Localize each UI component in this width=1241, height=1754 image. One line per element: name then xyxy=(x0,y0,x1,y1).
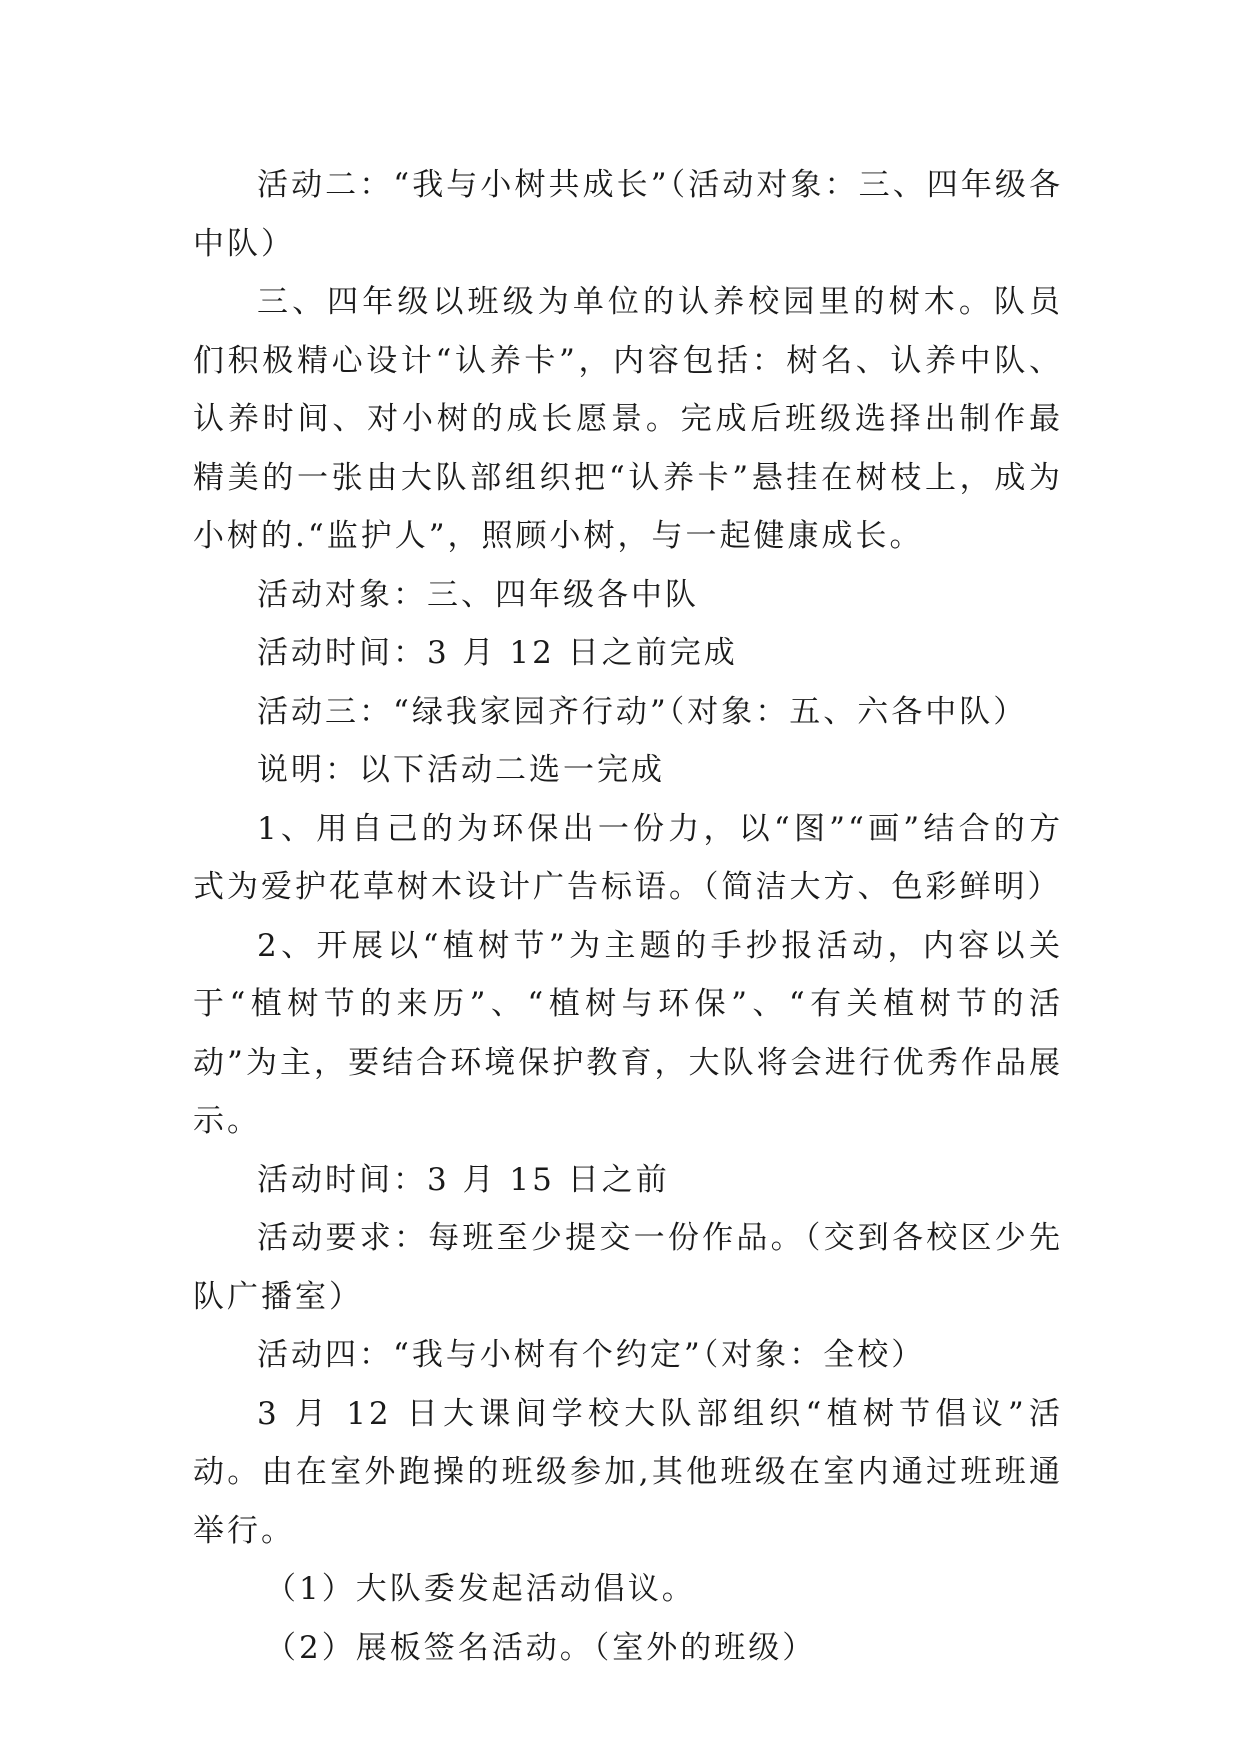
activity-four-step-1: （1）大队委发起活动倡议。 xyxy=(265,1571,696,1607)
activity-two-heading: 活动二：“我与小树共成长”（活动对象：三、四年级各中队） xyxy=(193,167,1063,262)
activity-four-description: 3 月 12 日大课间学校大队部组织“植树节倡议”活动。由在室外跑操的班级参加,其他班级在室内通过班班通举行。 xyxy=(193,1395,1063,1549)
activity-two-description: 三、四年级以班级为单位的认养校园里的树木。队员们积极精心设计“认养卡”，内容包括：树名、认养中队、认养时间、对小树的成长愿景。完成后班级选择出制作最精美的一张由大队部组织把“认养卡”悬挂在树枝上，成为小树的.“监护人”，照顾小树，与一起健康成长。 xyxy=(193,284,1063,554)
activity-four-step-2: （2）展板签名活动。（室外的班级） xyxy=(265,1629,817,1666)
activity-two-time: 活动时间：3 月 12 日之前完成 xyxy=(257,635,738,671)
activity-three-time: 活动时间：3 月 15 日之前 xyxy=(257,1161,670,1198)
activity-two-target: 活动对象：三、四年级各中队 xyxy=(257,576,699,613)
activity-three-option-1: 1、用自己的为环保出一份力，以“图”“画”结合的方式为爱护花草树木设计广告标语。（简洁大方、色彩鲜明） xyxy=(193,810,1063,905)
activity-three-requirement: 活动要求：每班至少提交一份作品。（交到各校区少先队广播室） xyxy=(193,1220,1063,1315)
activity-three-heading: 活动三：“绿我家园齐行动”（对象：五、六各中队） xyxy=(257,693,1028,730)
activity-three-note: 说明：以下活动二选一完成 xyxy=(257,752,665,788)
activity-three-option-2: 2、开展以“植树节”为主题的手抄报活动，内容以关于“植树节的来历”、“植树与环保”、“有关植树节的活动”为主，要结合环境保护教育，大队将会进行优秀作品展示。 xyxy=(193,927,1063,1139)
activity-four-heading: 活动四：“我与小树有个约定”（对象：全校） xyxy=(257,1337,926,1373)
document-body xyxy=(193,156,1063,1677)
